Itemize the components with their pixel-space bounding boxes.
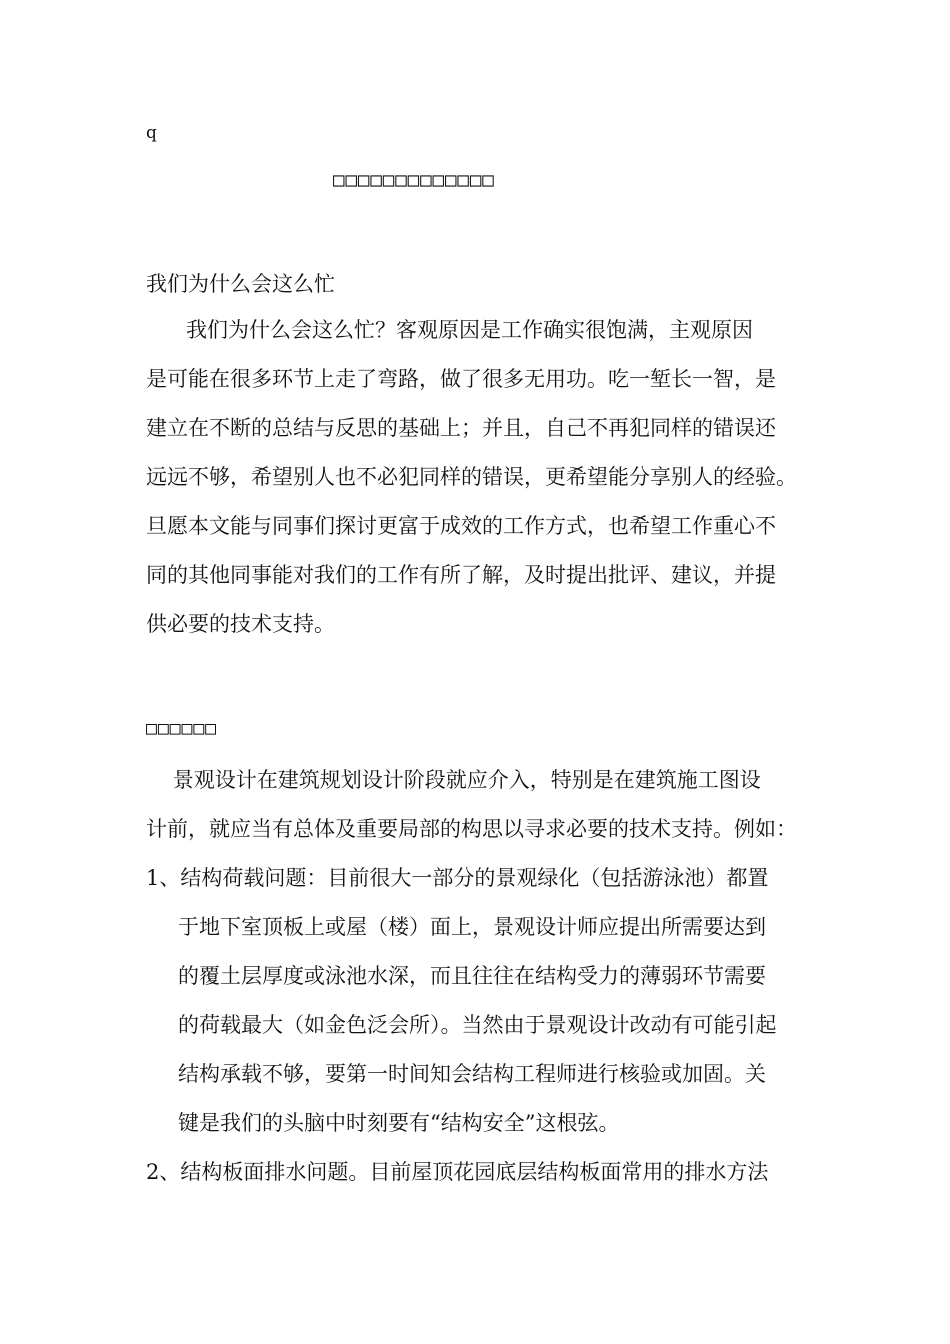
list-item-line: 结构承载不够，要第一时间知会结构工程师进行核验或加固。关: [178, 1062, 766, 1086]
list-item-line: 于地下室顶板上或屋（楼）面上，景观设计师应提出所需要达到: [178, 915, 766, 939]
paragraph-line: 景观设计在建筑规划设计阶段就应介入，特别是在建筑施工图设: [146, 768, 761, 792]
list-item-line: 的覆土层厚度或泳池水深，而且往往在结构受力的薄弱环节需要: [178, 964, 766, 988]
landscape-paragraph: [146, 756, 816, 854]
paragraph-line: 供必要的技术支持。: [146, 612, 335, 636]
document-title: □□□□□□□□□□□□□: [333, 169, 495, 191]
list-item-line: 键是我们的头脑中时刻要有“结构安全”这根弦。: [178, 1111, 620, 1135]
paragraph-line: 我们为什么会这么忙？客观原因是工作确实很饱满，主观原因: [146, 318, 754, 342]
section-heading-busy: 我们为什么会这么忙: [146, 272, 335, 296]
list-item-drainage: [146, 1148, 816, 1197]
paragraph-line: 远远不够，希望别人也不必犯同样的错误，更希望能分享别人的经验。: [146, 465, 797, 489]
paragraph-line: 旦愿本文能与同事们探讨更富于成效的工作方式，也希望工作重心不: [146, 514, 776, 538]
page-marker: q: [146, 123, 157, 143]
list-item-line: 2、结构板面排水问题。目前屋顶花园底层结构板面常用的排水方法: [146, 1160, 769, 1184]
section-heading-landscape: □□□□□□: [146, 718, 218, 739]
paragraph-line: 同的其他同事能对我们的工作有所了解，及时提出批评、建议，并提: [146, 563, 776, 587]
paragraph-line: 计前，就应当有总体及重要局部的构思以寻求必要的技术支持。例如：: [146, 817, 797, 841]
paragraph-line: 是可能在很多环节上走了弯路，做了很多无用功。吃一堑长一智，是: [146, 367, 776, 391]
intro-paragraph: [146, 306, 816, 649]
list-item-line: 的荷载最大（如金色泛会所）。当然由于景观设计改动有可能引起: [178, 1013, 777, 1037]
list-item-line: 1、结构荷载问题：目前很大一部分的景观绿化（包括游泳池）都置: [146, 866, 769, 890]
list-item-structural-load: [146, 854, 816, 1148]
paragraph-line: 建立在不断的总结与反思的基础上；并且，自己不再犯同样的错误还: [146, 416, 776, 440]
